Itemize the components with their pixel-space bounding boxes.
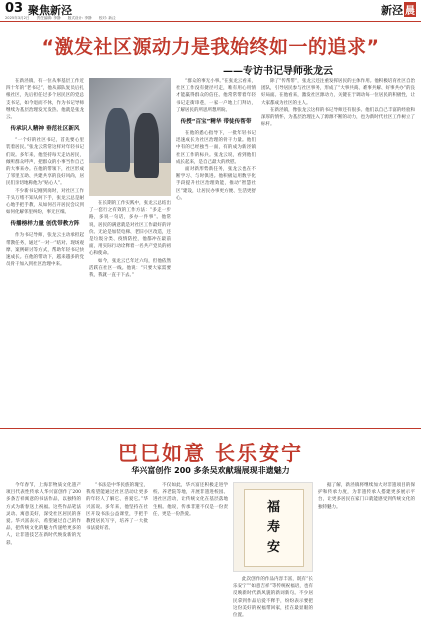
paragraph: 不少新书记刚到岗时，对社区工作千头万绪不知从何下手，张龙云总是耐心地手把手教，从如何召开居民会议到如何化解邻里纠纷，事无巨细。: [6, 188, 84, 216]
paragraph: 在他的悉心指导下，一批年轻书记迅速成长为社区治理的骨干力量。他们中有的已经独当一面，有的成为新泾镇社区工作的标兵。张龙云说，看到他们成长起来，是自己最大的欣慰。: [176, 131, 256, 165]
page-header: [0, 0, 421, 22]
section-heading: 传播榜样力量 创优带教方阵: [10, 221, 80, 228]
paragraph: 此次创作的作品内容丰富，既有“长乐安宁”“如意吉祥”等传统祝福语，也有反映新时代新风貌的新词新句。不少居民拿到作品后爱不释手，纷纷表示要把这份美好的祝福带回家，挂在最显眼的位置。: [233, 577, 313, 619]
section-heading: 传承识人精神 垂范社区新风: [10, 126, 80, 133]
story1-subhead: ——专访书记导师张龙云: [223, 66, 333, 77]
masthead-seal: 晨: [404, 2, 416, 17]
paragraph: “书法是中华民族的瑰宝，我希望能通过社区活动让更多的年轻人了解它、喜爱它。”华兴富说。多年来，他坚持在社区开设书法公益课堂，手把手教授居民写字，培养了一大批书法爱好者。: [86, 483, 148, 532]
page-number: 03: [5, 1, 24, 16]
story2-column-4: [233, 576, 313, 636]
story2-column-1: [6, 482, 81, 636]
story1-headline: “激发社区源动力是我始终如一的追求”: [41, 36, 380, 58]
section-title: 聚焦新泾: [28, 4, 72, 17]
paragraph: “一个好的社区书记，首先要心里装着居民。”张龙云常常这样对年轻书记们说。多年来，他坚持每天走访居民，倾听群众呼声，把群众的小事当作自己的大事来办。在他的带领下，社区形成了邻里互助、共建共享的良好风尚，居民们亲切地称他为“贴心人”。: [6, 138, 84, 187]
story2-column-3: [153, 482, 228, 636]
paragraph: 在长期的工作实践中，张龙云总结出了一套行之有效的工作方法：“多走一步路，多说一句话，多办一件事”。他常说，居民的满意就是对社区工作最好的评价。无论是加装电梯、老旧小区改造，还是垃圾分类、疫情防控，他都冲在最前面，用实际行动诠释着一名共产党员的初心和使命。: [89, 201, 171, 257]
paragraph: 如今，张龙云已年过六旬，但他依然活跃在社区一线。他说：“只要大家需要我，我就一直干下去。”: [89, 258, 171, 279]
calligraphy-photo: [233, 482, 313, 572]
paragraph: 除了“传帮带”，张龙云还注重发挥居民的主体作用。他积极培育社区自治团队，引导居民参与社区事务，形成了“大事共商、难事共解、好事共办”的良好局面。在他看来，激发社区源动力，关键在于调动每一位居民的积极性，让大家都成为社区的主人。: [261, 79, 415, 106]
story1-column-3: [176, 78, 256, 426]
paragraph: 在新泾镇，像张龙云这样的书记导师还有很多。他们以自己丰富的经验和深厚的情怀，为基层治理注入了源源不断的动力，也为新时代社区工作树立了标杆。: [261, 107, 415, 128]
paragraph: 今年春节，上海非物质文化遗产项目代表性传承人华兴富创作了200多条吉祥寓意的书法作品，以独特的方式为新春送上祝福。这些作品笔法灵动、寓意美好，深受社区居民的喜爱。华兴富表示，希望通过自己的作品，把传统文化的魅力传递给更多的人，让非遗技艺在新时代焕发新的光彩。: [6, 483, 81, 546]
story1-portrait-photo: [89, 78, 171, 196]
masthead-text: 新泾: [381, 4, 403, 17]
calligraphy-scroll: 福 寿 安: [244, 489, 304, 567]
issue-date: 2025年3月2日: [5, 16, 30, 20]
paragraph: 在新泾镇，有一位从事基层工作近四十年的“老书记”，他从部队复员后扎根社区，先后担任过多个居民区的党总支书记，如今退而不休，作为书记导师继续为基层治理发光发热。他就是张龙云。: [6, 79, 84, 121]
story1-column-4: [261, 78, 415, 426]
story2-column-5: [318, 482, 415, 636]
paragraph: 作为书记导师，张龙云主动承担起带教任务，通过“一对一”结对、现场观摩、案例研讨等方式，帮助年轻书记快速成长。在他的带动下，越来越多的党员骨干加入到社区治理中来。: [6, 233, 84, 268]
editor-credit: 责任编辑: 李静: [36, 16, 61, 20]
header-meta: [5, 16, 122, 21]
paragraph: 面对新形势新任务，张龙云也在不断学习、与时俱进。他积极运用数字化手段提升社区治理效能，推动“智慧社区”建设，让居民办事更方便、生活更舒心。: [176, 167, 256, 201]
paragraph: “群众的事无小事。”在张龙云看来，社区工作没有捷径可走，唯有用心用情才能赢得群众的信任。他常常带着年轻书记走街串巷，一家一户地上门拜访，了解居民的所思所想所盼。: [176, 79, 256, 113]
proof-credit: 校对: 新泾: [98, 16, 116, 20]
story2-headline: 巴巳如意 长乐安宁: [118, 441, 303, 465]
story2-column-2: [86, 482, 148, 636]
story2-subhead: 华兴富创作 200 多条吴欢献瑞展现非遗魅力: [131, 466, 290, 475]
story1-column-1: [6, 78, 84, 426]
paragraph: 据了解，新泾镇将继续加大对非遗项目的保护和传承力度，为非遗传承人搭建更多展示平台，让更多居民在家门口就能感受到传统文化的独特魅力。: [318, 483, 415, 510]
story1-column-2: [89, 200, 171, 426]
design-credit: 版式设计: 李静: [67, 16, 92, 20]
story-divider: [0, 428, 421, 429]
section-heading: 传授“百宝”精华 带徒传帮带: [180, 119, 252, 126]
masthead-logo: [381, 2, 416, 18]
paragraph: 不仅如此，华兴富还积极走进学校、养老院等地，开展非遗进校园、进社区活动，让传统文化在基层落地生根。他说，传承非遗不仅是一份责任，更是一份热爱。: [153, 483, 228, 517]
